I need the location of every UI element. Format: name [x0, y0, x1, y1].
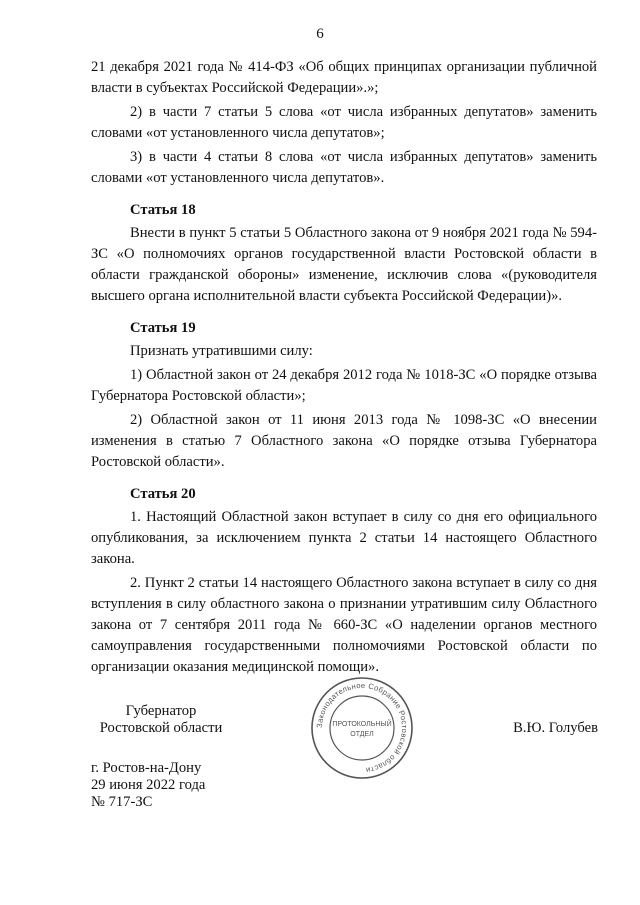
- page-number: 6: [316, 26, 324, 42]
- paragraph: 1) Областной закон от 24 декабря 2012 года № 1018-ЗС «О порядке отзыва Губернатора Ростовской области»;: [91, 367, 597, 404]
- paragraph: 2) Областной закон от 11 июня 2013 года № 1098-ЗС «О внесении изменения в статью 7 Областного закона «О порядке отзыва Губернатора Ростовской области».: [91, 412, 597, 470]
- document-body: [91, 57, 597, 681]
- city: г. Ростов-на-Дону: [91, 760, 202, 776]
- signatory-title-line: Губернатор: [125, 703, 197, 719]
- paragraph: 21 декабря 2021 года № 414-ФЗ «Об общих принципах организации публичной власти в субъектах Российской Федерации».»;: [91, 59, 597, 96]
- date: 29 июня 2022 года: [91, 777, 206, 793]
- signatory-name: В.Ю. Голубев: [513, 720, 598, 736]
- paragraph: 2) в части 7 статьи 5 слова «от числа избранных депутатов» заменить словами «от установленного числа депутатов»;: [91, 104, 597, 141]
- stamp-center-line: ОТДЕЛ: [350, 731, 374, 738]
- paragraph: 1. Настоящий Областной закон вступает в силу со дня его официального опубликования, за исключением пункта 2 статьи 14 настоящего Областного закона.: [91, 509, 597, 567]
- law-number: № 717-ЗС: [91, 794, 153, 810]
- official-stamp: [310, 676, 414, 780]
- stamp-center-line: ПРОТОКОЛЬНЫЙ: [332, 721, 392, 728]
- article-heading: Статья 18: [130, 202, 196, 218]
- stamp-ring-text: Законодательное Собрание Ростовской области: [314, 680, 410, 775]
- paragraph: Признать утратившими силу:: [130, 343, 313, 359]
- signatory-title-line: Ростовской области: [99, 720, 223, 736]
- article-heading: Статья 19: [130, 320, 196, 336]
- paragraph: 2. Пункт 2 статьи 14 настоящего Областного закона вступает в силу со дня вступления в силу областного закона о признании утратившим силу Областного закона от 7 сентября 2011 года № 660-ЗС «О наделении органов местного самоуправления государственными полномочиями Ростовской области по организации оказания медицинской помощи».: [91, 575, 597, 675]
- paragraph: Внести в пункт 5 статьи 5 Областного закона от 9 ноября 2021 года № 594-ЗС «О полномочиях органов государственной власти Ростовской области в области гражданской обороны» изменение, исключив слова «(руководителя высшего органа исполнительной власти субъекта Российской Федерации)».: [91, 225, 597, 304]
- paragraph: 3) в части 4 статьи 8 слова «от числа избранных депутатов» заменить словами «от установленного числа депутатов».: [91, 149, 597, 186]
- article-heading: Статья 20: [130, 486, 196, 502]
- place-date-block: [91, 760, 205, 811]
- signatory-title: [91, 703, 231, 737]
